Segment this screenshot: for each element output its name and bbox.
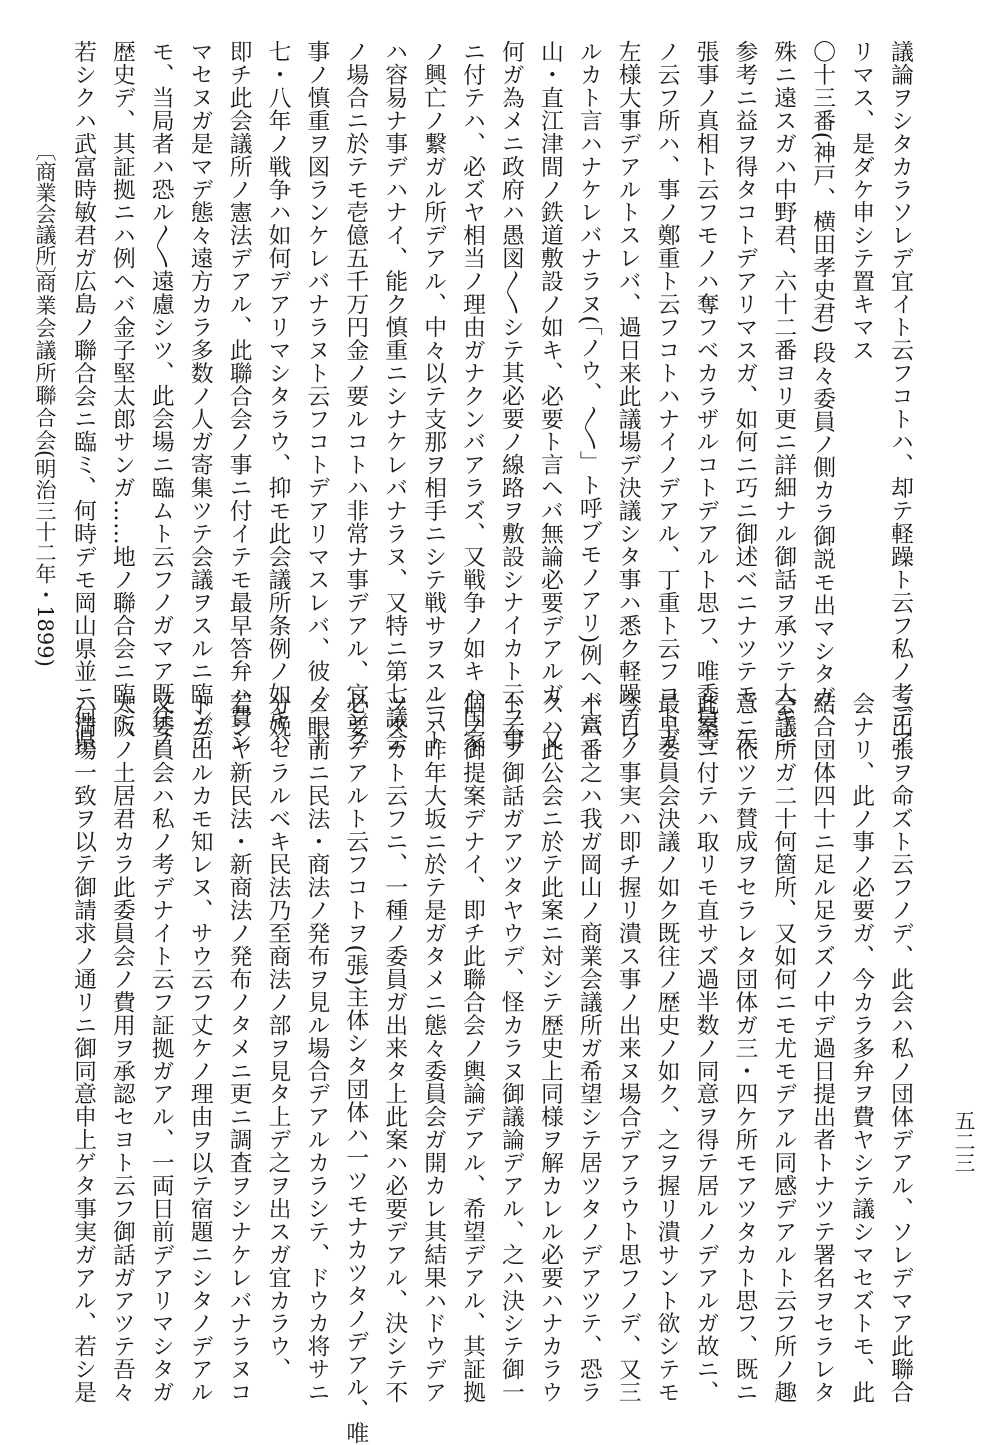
running-header-organization: 商業会議所聯合会 — [33, 272, 57, 452]
text-line: 若シヤ新民法・新商法ノ発布ノタメニ更ニ調査ヲシナケレバナラヌコ — [225, 692, 252, 1404]
text-line: ツタカト云フニ、一種ノ委員ガ出来タ上此案ハ必要デアル、決シテ不 — [381, 692, 408, 1404]
text-line: 左様大事デアルトスレバ、過日来此議場デ決議シタ事ハ悉ク軽躁デア — [614, 40, 641, 752]
text-line: 分娩セラルベキ民法乃至商法ノ部ヲ見タ上デ之ヲ出スガ宜カラウ、 — [264, 692, 291, 1381]
text-line: ノ興亡ノ繋ガル所デアル、中々以テ支那ヲ相手ニシテ戦サヲスルコト — [420, 40, 447, 752]
text-line: クハ此公会ニ於テ此案ニ対シテ歴史上同様ヲ解カレル必要ハナカラウ — [536, 692, 563, 1404]
text-line: 十六番之ハ我ガ岡山ノ商業会議所ガ希望シテ居ツタノデアツテ、恐ラ — [575, 692, 602, 1404]
text-line: 個ノ御提案デナイ、即チ此聯合会ノ輿論デアル、希望デアル、其証拠 — [459, 692, 486, 1404]
text-line: 最早委員会決議ノ如ク既往ノ歴史ノ如ク、之ヲ握リ潰サント欲シテモ — [653, 692, 680, 1404]
text-line: 此案ニ付テハ取リモ直サズ過半数ノ同意ヲ得テ居ルノデアルガ故ニ、 — [692, 692, 719, 1404]
text-line: トガ出ルカモ知レヌ、サウ云フ丈ケノ理由ヲ以テ宿題ニシタノデアル — [186, 692, 213, 1404]
text-line: 会ナリ、此ノ事ノ必要ガ、今カラ多弁ヲ費ヤシテ議シマセズトモ、此 — [848, 692, 875, 1404]
text-line: 即チ此会議所ノ憲法デアル、此聯合会ノ事ニ付イテモ最早答弁ハ費シ — [225, 40, 252, 752]
text-line: 参考ニ益ヲ得タコトデアリマスガ、如何ニ巧ニ御述ベニナツテモ、矢 — [731, 40, 758, 752]
text-line: ハ容易ナ事デハナイ、能ク慎重ニシナケレバナラヌ、又特ニ第七議会 — [381, 40, 408, 752]
text-line: 七・八年ノ戦争ハ如何デアリマシタラウ、抑モ此会議所条例ノ如キハ — [264, 40, 291, 752]
text-line: 大阪ノ土居君カラ此委員会ノ費用ヲ承認セヨト云フ御話ガアツテ吾々 — [108, 692, 135, 1404]
text-line: ハ満場一致ヲ以テ御請求ノ通リニ御同意申上ゲタ事実ガアル、若シ是 — [69, 692, 96, 1404]
text-line: 何ガ為メニ政府ハ愚図〳〵シテ其必要ノ線路ヲ敷設シナイカト云フ事 — [497, 40, 524, 752]
text-line: 事ノ慎重ヲ図ランケレバナラヌト云フコトデアリマスレバ、彼ノ二十 — [303, 40, 330, 752]
text-line: ノ場合ニ於テモ壱億五千万円金ノ要ルコトハ非常ナ事デアル、宜シク — [342, 40, 369, 752]
text-line: 今日ノ事実ハ即チ握リ潰ス事ノ出来ヌ場合デアラウト思フノデ、又三 — [614, 692, 641, 1404]
running-header-label: 〔商業会議所〕 — [33, 140, 57, 287]
text-line: 殊ニ遠スガハ中野君、六十二番ヨリ更ニ詳細ナル御話ヲ承ツテ大キニ — [770, 40, 797, 752]
text-line: 若シクハ武富時敏君ガ広島ノ聯合会ニ臨ミ、何時デモ岡山県並ニ何県 — [69, 40, 96, 752]
text-line: ルカト言ハナケレバナラヌ(「ノウ、〳〵」ト呼ブモノアリ)例ヘバ富 — [575, 40, 602, 736]
text-line: ダ眼前ニ民法・商法ノ発布ヲ見ル場合デアルカラシテ、ドウカ将サニ — [303, 692, 330, 1404]
text-line: ニ出張ヲ命ズト云フノデ、此会ハ私ノ団体デアル、ソレデマア此聯合 — [887, 692, 913, 1404]
text-line: モ、当局者ハ恐ル〳〵遠慮シツ、此会場ニ臨ムト云フノガマア既往ノ — [147, 40, 174, 752]
text-line: ニハ昨年大坂ニ於テ是ガタメニ態々委員会ガ開カレ其結果ハドウデア — [420, 692, 447, 1404]
text-line: ノ云フ所ハ、事ノ鄭重ト云フコトハナイノデアル、丁重ト云フコトガ — [653, 40, 680, 752]
lower-text-block — [63, 692, 919, 1445]
text-line: 山・直江津間ノ鉄道敷設ノ如キ、必要ト言ヘバ無論必要デアルガ、又 — [536, 40, 563, 752]
text-line: 又委員会ハ私ノ考デナイト云フ証拠ガアル、一両日前デアリマシタガ — [147, 692, 174, 1404]
text-line: 会議所ガ二十何箇所、又如何ニモ尤モデアル同感デアルト云フ所ノ趣 — [770, 692, 797, 1404]
text-line: 議論ヲシタカラソレデ宜イト云フコトハ、却テ軽躁ト云フ私ノ考デア — [887, 40, 913, 752]
text-line: 歴史デ、其証拠ニハ例ヘバ金子堅太郎サンガ……地ノ聯合会ニ臨ミ、 — [108, 40, 135, 752]
text-line: ト云フ御話ガアツタヤウデ、怪カラヌ御議論デアル、之ハ決シテ御一 — [497, 692, 524, 1404]
upper-text-block — [63, 40, 919, 752]
running-header-year: (明治三十二年・1899) — [33, 450, 57, 667]
text-line: 張事ノ真相ト云フモノハ奪フベカラザルコトデアルト思フ、唯委員等 — [692, 40, 719, 752]
text-line: 結合団体四十ニ足ル足ラズノ中デ過日提出者トナツテ署名ヲセラレタ — [809, 692, 836, 1404]
text-line: ニ付テハ、必ズヤ相当ノ理由ガナクンバアラズ、又戦争ノ如キハ国家 — [459, 40, 486, 752]
text-line: 〇十三番(神戸、横田孝史君) 段々委員ノ側カラ御説モ出マシタガ、 — [809, 40, 836, 732]
text-line: マセヌガ是マデ態々遠方カラ多数ノ人ガ寄集ツテ会議ヲスルニ臨ンデ — [186, 40, 213, 752]
page-number: 五二三 — [952, 1110, 976, 1173]
text-line: リマス、是ダケ申シテ置キマス — [848, 40, 875, 362]
text-line: 必要デアルト云フコトヲ(張)主体シタ団体ハ一ツモナカツタノデアル、唯 — [342, 692, 369, 1445]
text-line: 意ニ依ツテ賛成ヲセラレタ団体ガ三・四ケ所モアツタカト思フ、既ニ — [731, 692, 758, 1404]
